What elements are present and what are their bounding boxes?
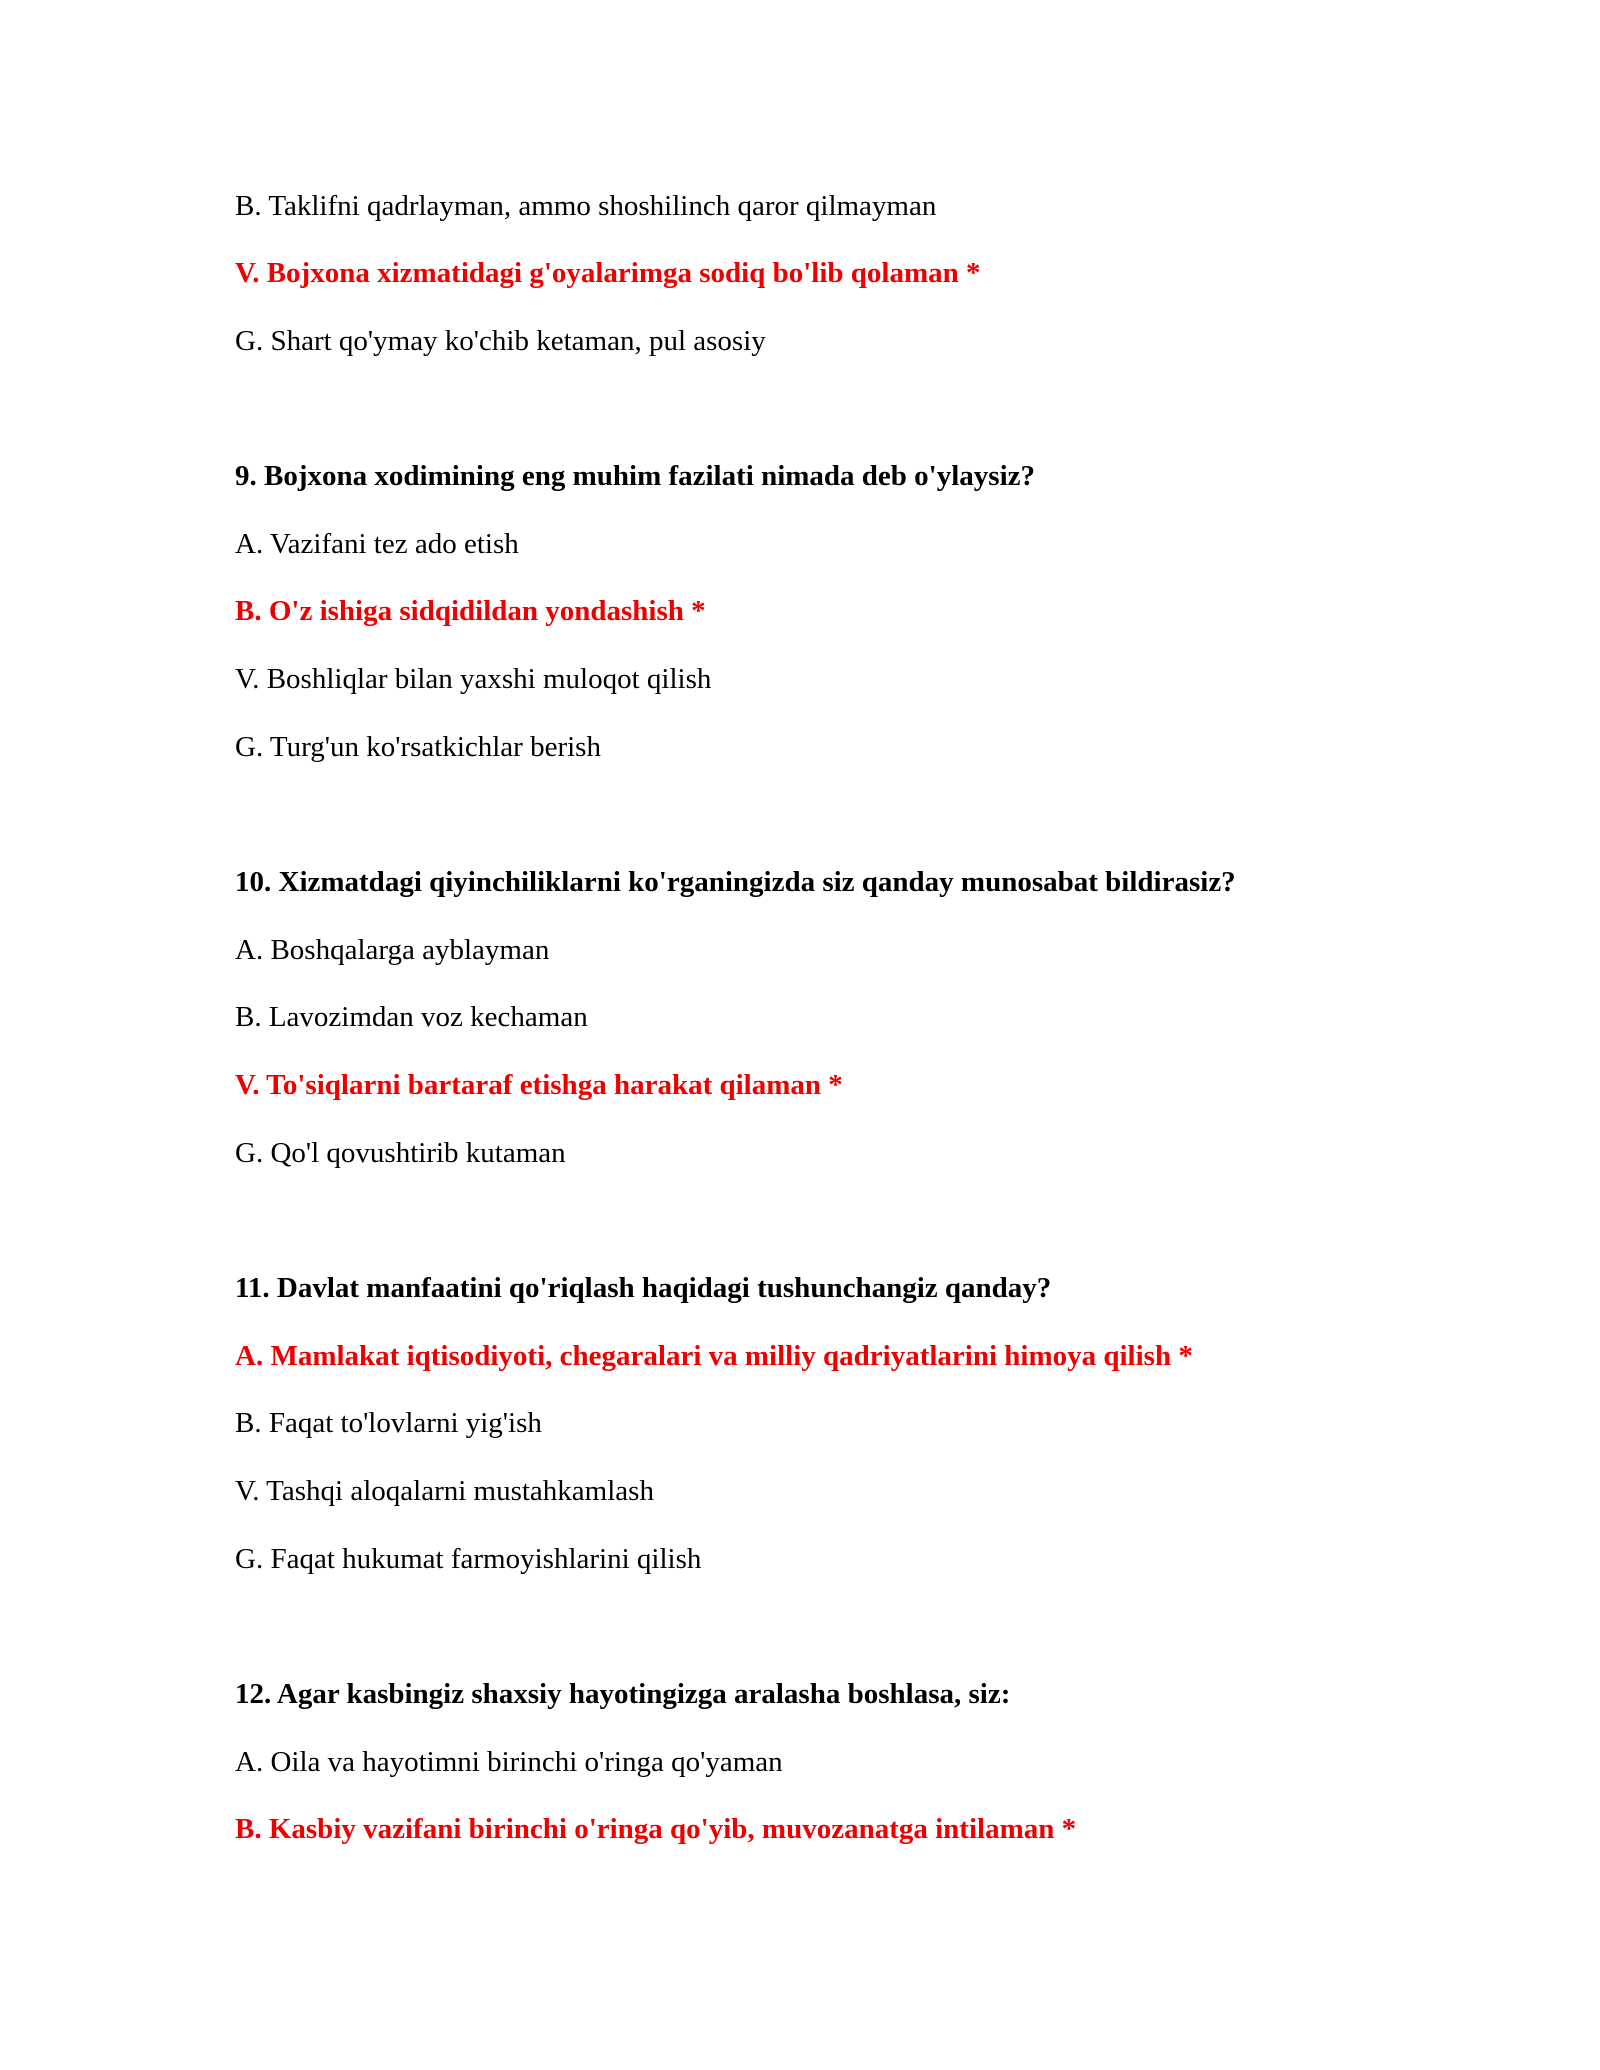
answer-option: B. Faqat to'lovlarni yig'ish bbox=[235, 1407, 542, 1439]
answer-option: A. Vazifani tez ado etish bbox=[235, 528, 519, 560]
question-title: 11. Davlat manfaatini qo'riqlash haqidagi tushunchangiz qanday? bbox=[235, 1272, 1052, 1304]
correct-answer-option: V. To'siqlarni bartaraf etishga harakat qilaman * bbox=[235, 1069, 843, 1101]
answer-option: G. Shart qo'ymay ko'chib ketaman, pul asosiy bbox=[235, 325, 766, 357]
correct-answer-option: B. Kasbiy vazifani birinchi o'ringa qo'yib, muvozanatga intilaman * bbox=[235, 1813, 1077, 1845]
correct-answer-option: B. O'z ishiga sidqidildan yondashish * bbox=[235, 595, 706, 627]
correct-answer-option: A. Mamlakat iqtisodiyoti, chegaralari va milliy qadriyatlarini himoya qilish * bbox=[235, 1340, 1193, 1372]
answer-option: B. Taklifni qadrlayman, ammo shoshilinch qaror qilmayman bbox=[235, 190, 937, 222]
answer-option: B. Lavozimdan voz kechaman bbox=[235, 1001, 588, 1033]
answer-option: A. Oila va hayotimni birinchi o'ringa qo'yaman bbox=[235, 1746, 783, 1778]
question-title: 12. Agar kasbingiz shaxsiy hayotingizga aralasha boshlasa, siz: bbox=[235, 1678, 1011, 1710]
answer-option: G. Turg'un ko'rsatkichlar berish bbox=[235, 731, 601, 763]
answer-option: V. Tashqi aloqalarni mustahkamlash bbox=[235, 1475, 654, 1507]
answer-option: V. Boshliqlar bilan yaxshi muloqot qilish bbox=[235, 663, 712, 695]
answer-option: A. Boshqalarga ayblayman bbox=[235, 934, 550, 966]
answer-option: G. Faqat hukumat farmoyishlarini qilish bbox=[235, 1543, 702, 1575]
answer-option: G. Qo'l qovushtirib kutaman bbox=[235, 1137, 566, 1169]
correct-answer-option: V. Bojxona xizmatidagi g'oyalarimga sodiq bo'lib qolaman * bbox=[235, 257, 981, 289]
question-title: 10. Xizmatdagi qiyinchiliklarni ko'rganingizda siz qanday munosabat bildirasiz? bbox=[235, 866, 1236, 898]
question-title: 9. Bojxona xodimining eng muhim fazilati nimada deb o'ylaysiz? bbox=[235, 460, 1036, 492]
